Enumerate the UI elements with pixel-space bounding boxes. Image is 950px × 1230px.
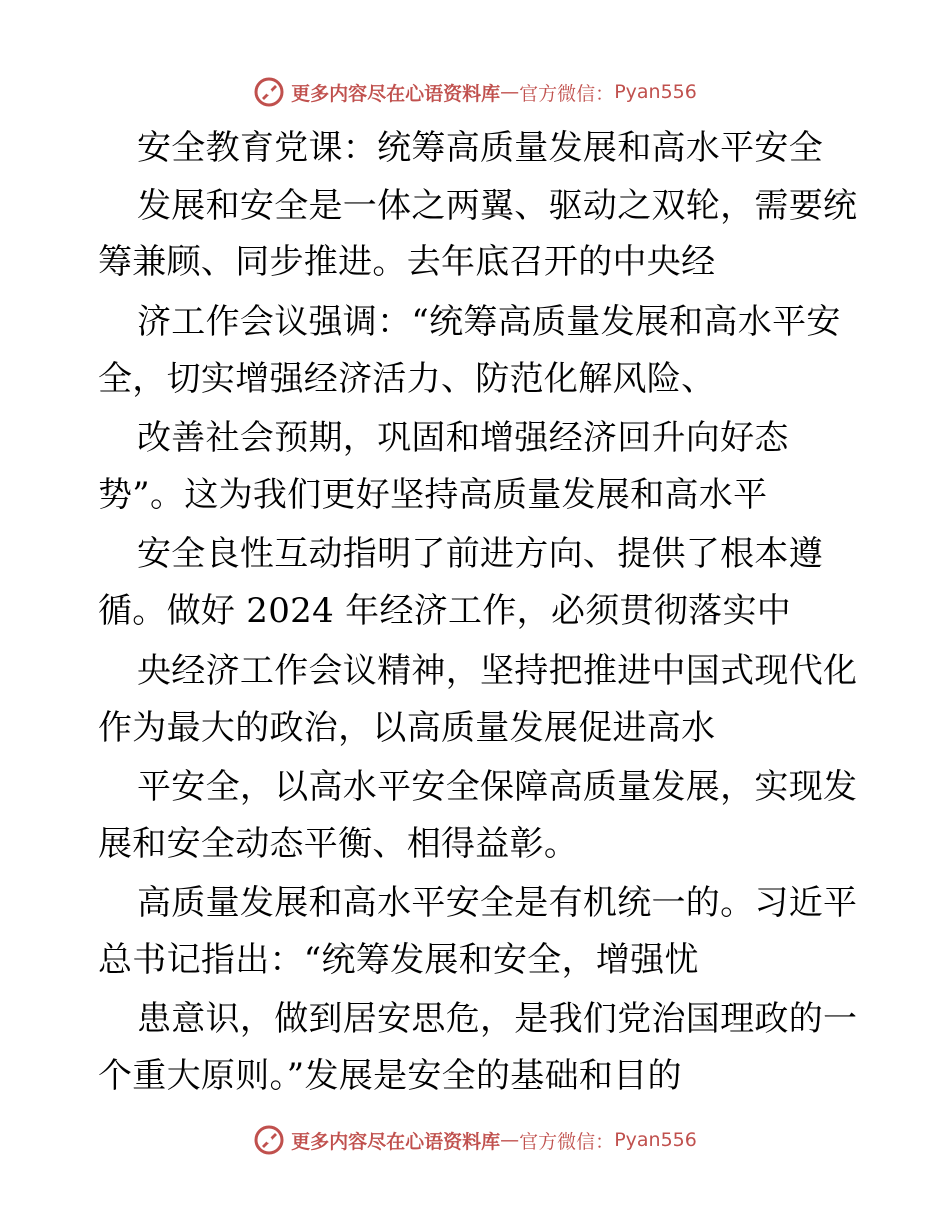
text-line: 济工作会议强调：“统筹高质量发展和高水平安 (137, 302, 841, 342)
watermark-main-text: 更多内容尽在心语资料库 (291, 82, 501, 105)
text-line: 改善社会预期，巩固和增强经济回升向好态 (137, 418, 789, 458)
text-line: 患意识，做到居安思危，是我们党治国理政的一 (137, 999, 858, 1039)
watermark-banner-bottom (0, 1120, 950, 1160)
watermark-account: Pyan556 (614, 1129, 697, 1151)
text-line: 高质量发展和高水平安全是有机统一的。习近平 (137, 883, 858, 923)
text-line: 筹兼顾、同步推进。去年底召开的中央经 (98, 242, 716, 282)
watermark-separator: — (500, 81, 520, 103)
text-line: 全，切实增强经济活力、防范化解风险、 (98, 359, 716, 399)
text-line: 安全良性互动指明了前进方向、提供了根本遵 (137, 534, 823, 574)
text-line: 个重大原则。”发展是安全的基础和目的 (98, 1056, 682, 1096)
document-title: 安全教育党课：统筹高质量发展和高水平安全 (137, 128, 823, 168)
watermark-main-text: 更多内容尽在心语资料库 (291, 1130, 501, 1153)
pen-swirl-logo-icon (253, 76, 285, 108)
watermark-banner-top (0, 72, 950, 112)
text-line: 势”。这为我们更好坚持高质量发展和高水平 (98, 475, 768, 515)
text-line: 循。做好 2024 年经济工作，必须贯彻落实中 (98, 591, 792, 631)
watermark-account: Pyan556 (614, 81, 697, 103)
pen-swirl-logo-icon (253, 1124, 285, 1156)
text-line: 总书记指出：“统筹发展和安全，增强忧 (98, 940, 699, 980)
text-line: 作为最大的政治，以高质量发展促进高水 (98, 708, 716, 748)
text-line: 展和安全动态平衡、相得益彰。 (98, 824, 579, 864)
text-line: 平安全，以高水平安全保障高质量发展，实现发 (137, 767, 858, 807)
watermark-account-label: 官方微信： (519, 82, 615, 105)
watermark-separator: — (500, 1129, 520, 1151)
text-line: 发展和安全是一体之两翼、驱动之双轮，需要统 (137, 186, 858, 226)
text-line: 央经济工作会议精神，坚持把推进中国式现代化 (137, 651, 858, 691)
watermark-account-label: 官方微信： (519, 1130, 615, 1153)
